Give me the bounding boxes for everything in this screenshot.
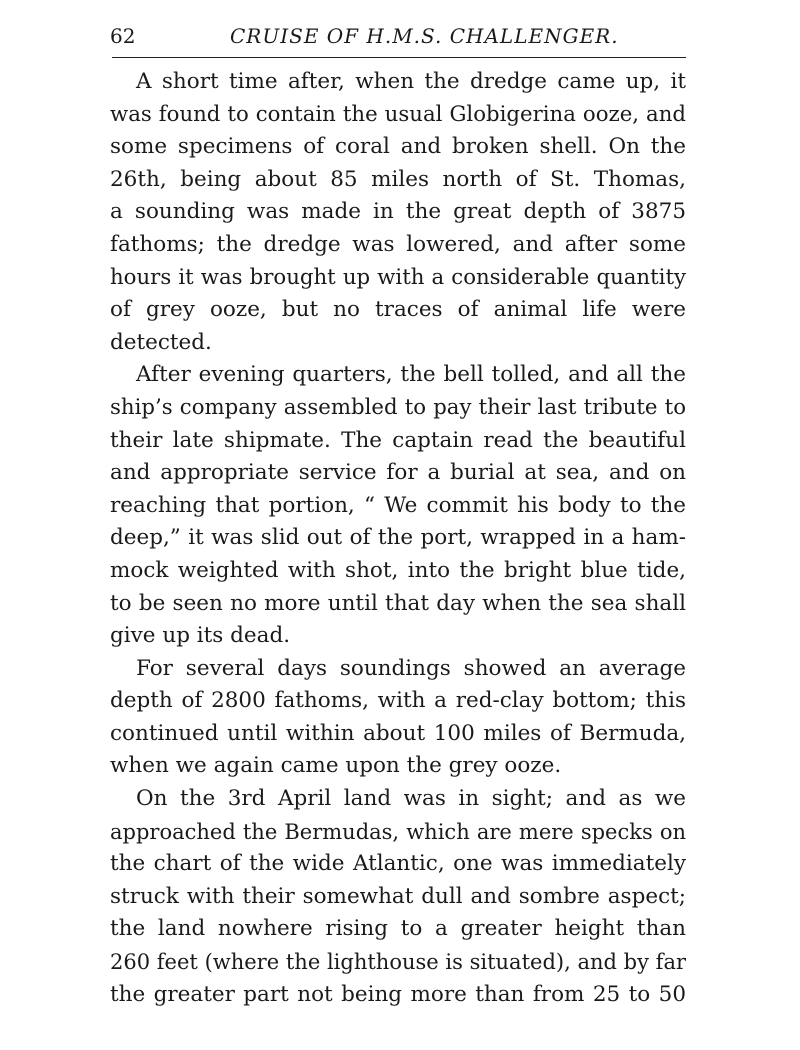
text-line: their late shipmate. The captain read the beautiful — [110, 427, 686, 453]
text-line: 26th, being about 85 miles north of St. Thomas, — [110, 166, 686, 192]
running-title: CRUISE OF H.M.S. CHALLENGER. — [230, 24, 619, 48]
text-line: After evening quarters, the bell tolled, and all the — [136, 362, 686, 388]
text-line: the greater part not being more than from 25 to 50 — [110, 981, 686, 1007]
text-line: the chart of the wide Atlantic, one was immediately — [110, 851, 686, 877]
page-number: 62 — [110, 24, 136, 48]
paragraph-3 — [110, 653, 686, 783]
text-line: struck with their somewhat dull and sombre aspect; — [110, 883, 686, 909]
text-line: some specimens of coral and broken shell. On the — [110, 134, 686, 160]
text-line: to be seen no more until that day when the sea shall — [110, 590, 686, 616]
text-line: give up its dead. — [110, 623, 291, 649]
page-header — [110, 22, 686, 54]
text-line: mock weighted with shot, into the bright blue tide, — [110, 557, 686, 583]
text-line: when we again came upon the grey ooze. — [110, 753, 562, 779]
text-line: ship’s company assembled to pay their last tribute to — [110, 394, 686, 420]
header-rule — [112, 57, 686, 58]
text-line: reaching that portion, “ We commit his body to the — [110, 492, 686, 518]
text-line: deep,” it was slid out of the port, wrapped in a ham- — [110, 525, 686, 551]
paragraph-2 — [110, 359, 686, 652]
text-line: a sounding was made in the great depth of 3875 — [110, 199, 686, 225]
text-line: the land nowhere rising to a greater height than — [110, 916, 686, 942]
paragraph-4 — [110, 783, 686, 1011]
text-line: and appropriate service for a burial at sea, and on — [110, 460, 686, 486]
text-line: was found to contain the usual Globigerina ooze, and — [110, 101, 686, 127]
text-line: On the 3rd April land was in sight; and as we — [136, 786, 686, 812]
text-line: fathoms; the dredge was lowered, and after some — [110, 231, 686, 257]
text-line: detected. — [110, 329, 212, 355]
text-line: 260 feet (where the lighthouse is situated), and by far — [110, 950, 686, 975]
text-line: For several days soundings showed an average — [136, 655, 686, 681]
text-line: A short time after, when the dredge came up, it — [136, 69, 686, 94]
body-text — [110, 66, 686, 1011]
text-line: depth of 2800 fathoms, with a red-clay bottom; this — [110, 688, 686, 714]
paragraph-1 — [110, 66, 686, 359]
text-line: of grey ooze, but no traces of animal life were — [110, 297, 686, 323]
text-line: hours it was brought up with a considerable quantity — [110, 264, 686, 290]
text-line: continued until within about 100 miles of Bermuda, — [110, 720, 686, 746]
text-line: approached the Bermudas, which are mere specks on — [110, 819, 686, 844]
